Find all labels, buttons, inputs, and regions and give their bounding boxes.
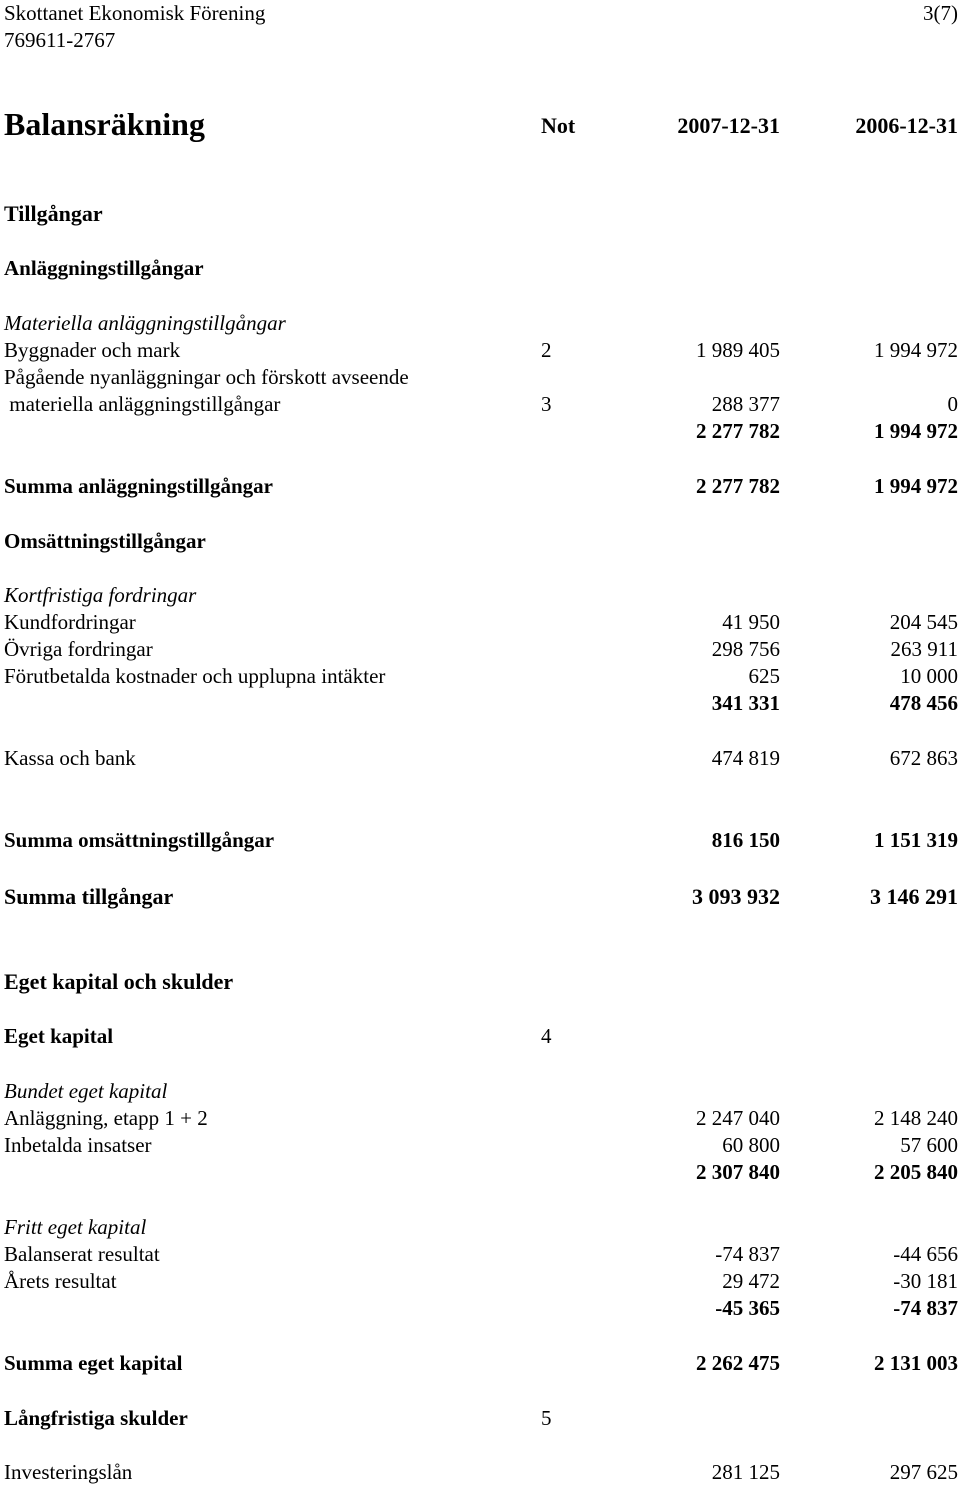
- subtotal-row: [0, 418, 960, 445]
- total-label: Summa anläggningstillgångar: [4, 474, 273, 498]
- subgroup-heading: Materiella anläggningstillgångar: [4, 311, 286, 335]
- table-row: [0, 609, 960, 636]
- total-label: Summa omsättningstillgångar: [4, 828, 275, 852]
- subgroup-heading: Fritt eget kapital: [4, 1215, 147, 1239]
- row-value-2006: 672 863: [889, 746, 958, 770]
- row-value-2007: 41 950: [722, 610, 780, 634]
- table-row: [0, 1241, 960, 1268]
- table-row: [0, 745, 960, 772]
- grand-total-label: Summa tillgångar: [4, 884, 174, 909]
- total-value-2007: 2 262 475: [696, 1351, 780, 1375]
- section-heading: Eget kapital och skulder: [4, 969, 234, 994]
- table-row: [0, 337, 960, 364]
- column-header-not: Not: [541, 113, 576, 138]
- table-row: [0, 1459, 960, 1486]
- group-heading-row: [0, 1405, 960, 1432]
- group-heading-row: [0, 528, 960, 555]
- table-row: [0, 636, 960, 663]
- page-title: Balansräkning: [4, 106, 205, 142]
- group-heading: Långfristiga skulder: [4, 1406, 188, 1430]
- table-row: [0, 1268, 960, 1295]
- row-label: materiella anläggningstillgångar: [4, 392, 281, 416]
- table-row: [0, 1132, 960, 1159]
- row-value-2007: 625: [748, 664, 780, 688]
- row-label: Övriga fordringar: [4, 637, 153, 661]
- total-value-2006: 1 151 319: [874, 828, 958, 852]
- table-row: [0, 663, 960, 690]
- row-note: 3: [541, 392, 552, 416]
- row-value-2007: 1 989 405: [696, 338, 780, 362]
- group-heading: Omsättningstillgångar: [4, 529, 206, 553]
- table-row: [0, 1105, 960, 1132]
- subtotal-value-2007: 341 331: [711, 691, 780, 715]
- row-note: 5: [541, 1406, 552, 1430]
- row-label: Kassa och bank: [4, 746, 136, 770]
- title-row: [0, 106, 960, 142]
- row-label: Förutbetalda kostnader och upplupna intäkter: [4, 664, 386, 688]
- subtotal-value-2007: 2 277 782: [696, 419, 780, 443]
- column-header-2007: 2007-12-31: [677, 113, 780, 138]
- group-heading-row: [0, 255, 960, 282]
- grand-total-value-2006: 3 146 291: [870, 884, 958, 909]
- subgroup-heading: Kortfristiga fordringar: [4, 583, 197, 607]
- subgroup-heading-row: [0, 310, 960, 337]
- subgroup-heading-row: [0, 582, 960, 609]
- document-header: [4, 0, 265, 54]
- total-label: Summa eget kapital: [4, 1351, 183, 1375]
- subtotal-value-2007: 2 307 840: [696, 1160, 780, 1184]
- row-value-2006: -30 181: [893, 1269, 958, 1293]
- total-value-2006: 1 994 972: [874, 474, 958, 498]
- row-value-2006: 297 625: [889, 1460, 958, 1484]
- row-label: Pågående nyanläggningar och förskott avseende: [4, 365, 409, 389]
- row-label: Investeringslån: [4, 1460, 133, 1484]
- row-note: 2: [541, 338, 552, 362]
- total-row: [0, 1350, 960, 1377]
- row-value-2006: 0: [947, 392, 958, 416]
- row-value-2007: 288 377: [711, 392, 780, 416]
- row-value-2007: 474 819: [711, 746, 780, 770]
- row-value-2007: 298 756: [711, 637, 780, 661]
- row-value-2006: -44 656: [893, 1242, 958, 1266]
- row-label: Årets resultat: [4, 1269, 117, 1293]
- page-number: 3(7): [923, 1, 958, 25]
- subtotal-value-2006: 478 456: [889, 691, 958, 715]
- table-row: [0, 364, 960, 391]
- subtotal-value-2006: 1 994 972: [874, 419, 958, 443]
- row-value-2007: -74 837: [715, 1242, 780, 1266]
- row-value-2006: 263 911: [890, 637, 958, 661]
- row-value-2006: 204 545: [889, 610, 958, 634]
- column-header-2006: 2006-12-31: [855, 113, 958, 138]
- subgroup-heading: Bundet eget kapital: [4, 1079, 168, 1103]
- total-value-2007: 816 150: [711, 828, 780, 852]
- section-heading-row: [0, 200, 960, 227]
- subtotal-row: [0, 1295, 960, 1322]
- row-value-2006: 57 600: [900, 1133, 958, 1157]
- subtotal-value-2006: 2 205 840: [874, 1160, 958, 1184]
- row-value-2007: 281 125: [711, 1460, 780, 1484]
- table-row: [0, 391, 960, 418]
- total-value-2006: 2 131 003: [874, 1351, 958, 1375]
- row-value-2006: 2 148 240: [874, 1106, 958, 1130]
- group-heading-row: [0, 1023, 960, 1050]
- subtotal-value-2006: -74 837: [893, 1296, 958, 1320]
- total-value-2007: 2 277 782: [696, 474, 780, 498]
- total-row: [0, 827, 960, 854]
- group-heading: Eget kapital: [4, 1024, 114, 1048]
- row-value-2006: 10 000: [900, 664, 958, 688]
- row-label: Kundfordringar: [4, 610, 136, 634]
- row-label: Balanserat resultat: [4, 1242, 160, 1266]
- row-value-2006: 1 994 972: [874, 338, 958, 362]
- section-heading: Tillgångar: [4, 201, 103, 226]
- grand-total-row: [0, 883, 960, 910]
- row-label: Anläggning, etapp 1 + 2: [4, 1106, 208, 1130]
- row-value-2007: 60 800: [722, 1133, 780, 1157]
- subtotal-row: [0, 1159, 960, 1186]
- section-heading-row: [0, 968, 960, 995]
- row-label: Byggnader och mark: [4, 338, 181, 362]
- row-value-2007: 2 247 040: [696, 1106, 780, 1130]
- subgroup-heading-row: [0, 1078, 960, 1105]
- row-value-2007: 29 472: [722, 1269, 780, 1293]
- org-number: 769611-2767: [4, 28, 116, 52]
- org-name: Skottanet Ekonomisk Förening: [4, 1, 266, 25]
- row-note: 4: [541, 1024, 552, 1048]
- subtotal-row: [0, 690, 960, 717]
- group-heading: Anläggningstillgångar: [4, 256, 204, 280]
- subgroup-heading-row: [0, 1214, 960, 1241]
- grand-total-value-2007: 3 093 932: [692, 884, 780, 909]
- row-label: Inbetalda insatser: [4, 1133, 152, 1157]
- subtotal-value-2007: -45 365: [715, 1296, 780, 1320]
- total-row: [0, 473, 960, 500]
